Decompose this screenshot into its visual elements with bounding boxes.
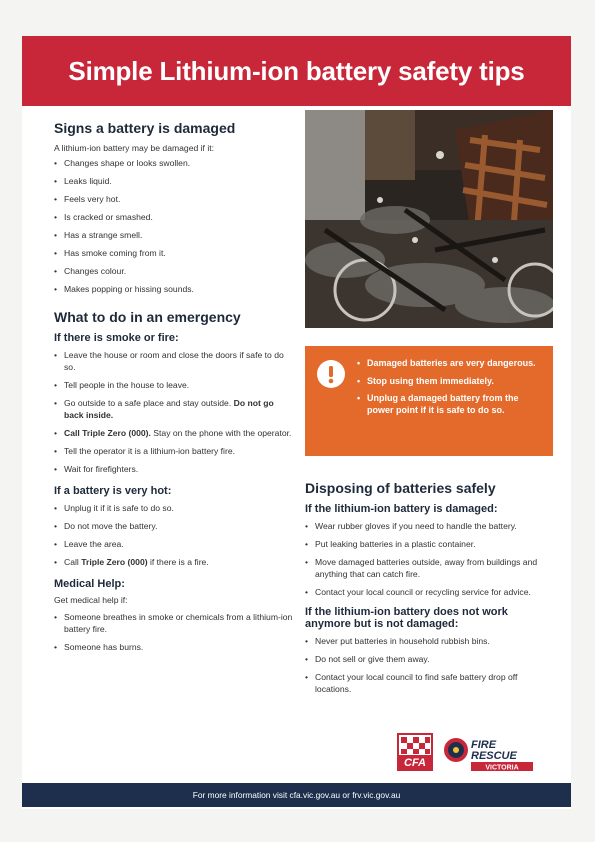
emergency-heading: What to do in an emergency [54,309,241,325]
list-item: • Feels very hot. [54,193,294,205]
list-item: • Someone has burns. [54,641,294,653]
list-item: • Makes popping or hissing sounds. [54,283,294,295]
damaged-list [54,157,294,295]
cfa-frv-logos [396,732,556,772]
list-item: • Tell people in the house to leave. [54,379,294,391]
smoke-list [54,349,294,475]
list-item: • Tell the operator it is a lithium-ion battery fire. [54,445,294,457]
right-column [305,110,553,701]
fire-damage-image [305,110,553,328]
list-item: • Call Triple Zero (000). Stay on the phone with the operator. [54,427,294,439]
warning-list [357,358,541,416]
list-item: • Call Triple Zero (000) if there is a fire. [54,556,294,568]
damaged-section [54,120,294,295]
burnt-scooter-photo [305,110,553,328]
footer-info-text: For more information visit cfa.vic.gov.au or frv.vic.gov.au [192,790,401,800]
left-column [54,120,294,659]
list-item: • Move damaged batteries outside, away from buildings and anything that can catch fire. [305,556,553,580]
disposing-damaged-list [305,520,553,598]
damaged-intro: A lithium-ion battery may be damaged if it: [54,143,215,153]
list-item: • Go outside to a safe place and stay outside. Do not go back inside. [54,397,294,421]
list-item: • Leave the area. [54,538,294,550]
svg-text:CFA: CFA [404,757,426,769]
fact-sheet-page [22,36,571,809]
list-item: • Wear rubber gloves if you need to handle the battery. [305,520,553,532]
footer-bar [22,783,571,807]
cfa-logo [398,734,432,770]
list-item: • Is cracked or smashed. [54,211,294,223]
hot-heading: If a battery is very hot: [54,485,172,497]
logo-row [396,732,556,772]
list-item: • Has smoke coming from it. [54,247,294,259]
svg-text:VICTORIA: VICTORIA [485,764,519,772]
page-title: Simple Lithium-ion battery safety tips [68,55,525,86]
list-item: • Do not move the battery. [54,520,294,532]
list-item: • Unplug it if it is safe to do so. [54,502,294,514]
disposing-working-list [305,635,553,695]
disposing-working-heading: If the lithium-ion battery does not work anymore but is not damaged: [305,606,508,630]
disposing-heading: Disposing of batteries safely [305,480,496,496]
list-item: • Put leaking batteries in a plastic container. [305,538,553,550]
emergency-section [54,309,294,653]
list-item: • Leave the house or room and close the doors if safe to do so. [54,349,294,373]
list-item: • Damaged batteries are very dangerous. [357,358,541,370]
list-item: • Contact your local council or recycling service for advice. [305,586,553,598]
exclamation-icon [317,360,345,388]
list-item: • Changes shape or looks swollen. [54,157,294,169]
hot-list [54,502,294,568]
disposing-damaged-heading: If the lithium-ion battery is damaged: [305,503,498,515]
list-item: • Contact your local council to find safe battery drop off locations. [305,671,553,695]
list-item: • Someone breathes in smoke or chemicals from a lithium-ion battery fire. [54,611,294,635]
list-item: • Unplug a damaged battery from the power point if it is safe to do so. [357,393,541,416]
list-item: • Wait for firefighters. [54,463,294,475]
disposing-section [305,480,553,695]
medical-heading: Medical Help: [54,578,125,590]
title-banner [22,36,571,106]
frv-logo [444,738,533,772]
list-item: • Do not sell or give them away. [305,653,553,665]
svg-text:FIRE: FIRE [471,739,497,751]
damaged-heading: Signs a battery is damaged [54,120,236,136]
medical-list [54,611,294,653]
smoke-heading: If there is smoke or fire: [54,332,179,344]
svg-text:RESCUE: RESCUE [471,750,517,762]
medical-intro: Get medical help if: [54,595,128,605]
list-item: • Has a strange smell. [54,229,294,241]
list-item: • Never put batteries in household rubbish bins. [305,635,553,647]
list-item: • Leaks liquid. [54,175,294,187]
list-item: • Changes colour. [54,265,294,277]
warning-callout [305,346,553,456]
list-item: • Stop using them immediately. [357,376,541,388]
